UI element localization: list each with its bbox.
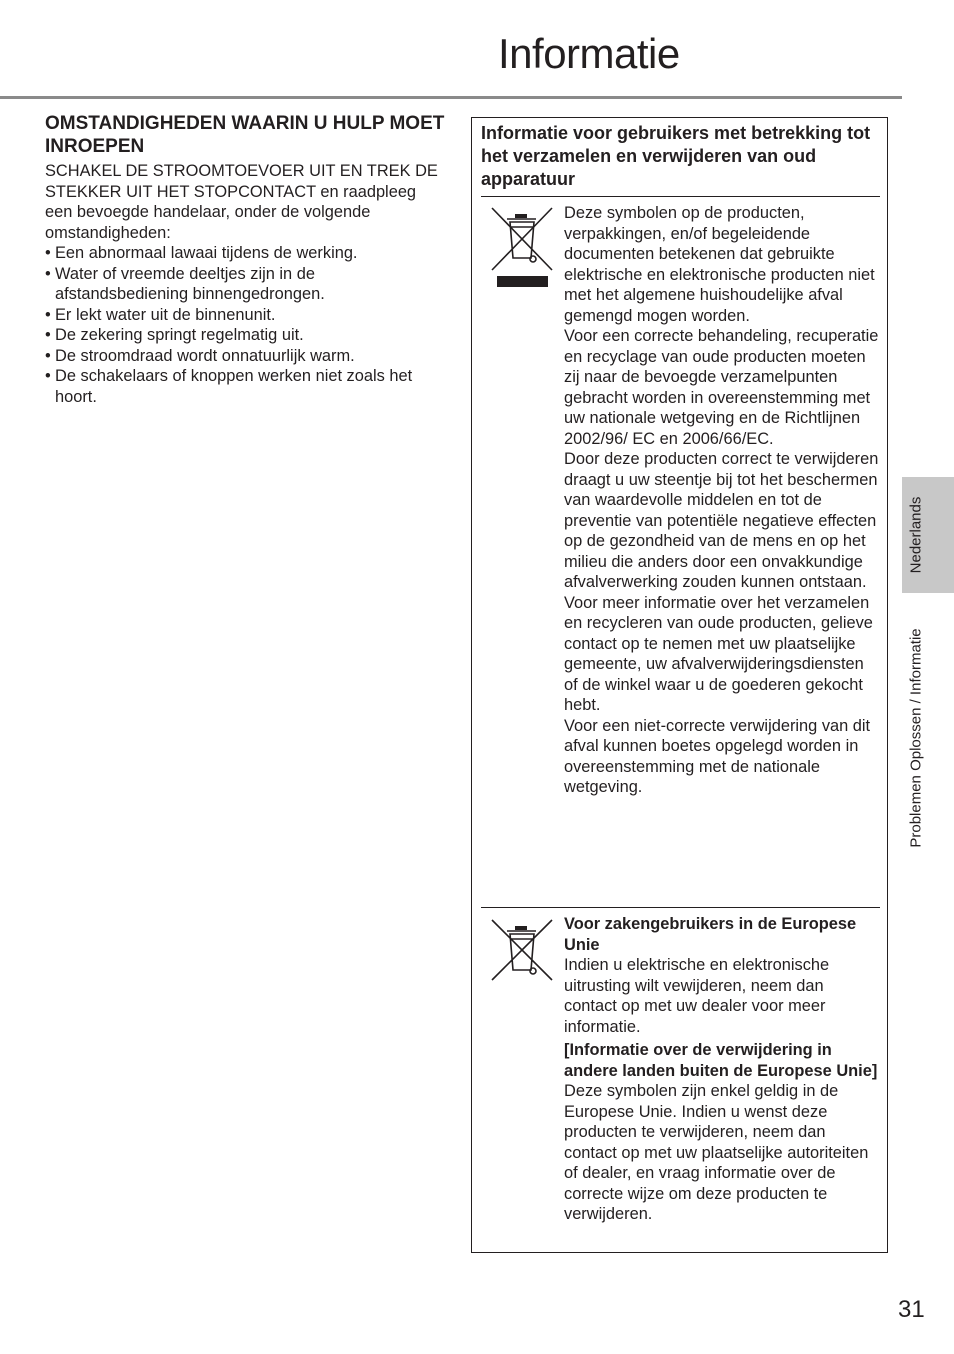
title-divider [0, 96, 902, 99]
crossed-out-wheelie-bin-icon [490, 206, 556, 288]
language-tab-label: Nederlands [907, 496, 925, 574]
business-info-text [564, 914, 879, 1225]
disposal-paragraph: Door deze producten correct te verwijderen draagt u uw steentje bij tot het beschermen van waardevolle middelen en tot de preventie van potentiële negatieve effecten op de gezondheid van de mens en op het milieu die anders door een onvakkundige afvalverwerking zouden kunnen ontstaan. [564, 450, 879, 591]
list-item: • De zekering springt regelmatig uit. [45, 325, 445, 346]
outside-eu-text: Deze symbolen zijn enkel geldig in de Europese Unie. Indien u wenst deze producten te verwijderen, neem dan contact op met uw plaatselijke autoriteiten of dealer, en vraag informatie over de correcte wijze om deze producten te verwijderen. [564, 1082, 869, 1223]
page-number: 31 [898, 1296, 925, 1323]
list-item: • Een abnormaal lawaai tijdens de werking. [45, 243, 445, 264]
disposal-paragraph: Voor meer informatie over het verzamelen en recycleren van oude producten, gelieve contact op te nemen met uw plaatselijke gemeente, uw afvalverwijderingsdiensten of de winkel waar u de goederen gekocht hebt. [564, 593, 873, 714]
business-users-heading: Voor zakengebruikers in de Europese Unie [564, 915, 857, 954]
page-title: Informatie [498, 30, 680, 77]
section-tab-label: Problemen Oplossen / Informatie [907, 628, 925, 848]
list-item: • De schakelaars of knoppen werken niet zoals het hoort. [45, 366, 445, 407]
disposal-paragraph: Voor een correcte behandeling, recuperatie en recyclage van oude producten moeten zij naar de bevoegde verzamelpunten gebracht worden in overeenstemming met uw nationale wetgeving en de Richtlijnen 2002/96/ EC en 2006/66/EC. [564, 327, 879, 448]
disposal-info-heading: Informatie voor gebruikers met betrekking tot het verzamelen en verwijderen van oud apparatuur [481, 123, 871, 189]
disposal-info-text [564, 203, 879, 798]
help-section-intro: SCHAKEL DE STROOMTOEVOER UIT EN TREK DE STEKKER UIT HET STOPCONTACT en raadpleeg een bevoegde handelaar, onder de volgende omstandigheden: [45, 162, 438, 242]
box-divider [481, 196, 880, 197]
business-users-text: Indien u elektrische en elektronische uitrusting wilt vewijderen, neem dan contact op met uw dealer voor meer informatie. [564, 956, 830, 1036]
help-section [45, 112, 445, 407]
help-section-heading: OMSTANDIGHEDEN WAARIN U HULP MOET INROEPEN [45, 113, 445, 157]
disposal-paragraph: Voor een niet-correcte verwijdering van dit afval kunnen boetes opgelegd worden in overeenstemming met de nationale wetgeving. [564, 716, 871, 796]
help-conditions-list [45, 243, 445, 407]
list-item: • Er lekt water uit de binnenunit. [45, 305, 445, 326]
list-item: • Water of vreemde deeltjes zijn in de afstandsbediening binnengedrongen. [45, 264, 445, 305]
list-item: • De stroomdraad wordt onnatuurlijk warm. [45, 346, 445, 367]
outside-eu-heading: [Informatie over de verwijdering in andere landen buiten de Europese Unie] [564, 1041, 878, 1080]
box-divider [481, 907, 880, 908]
disposal-info-box [471, 117, 888, 1253]
disposal-paragraph: Deze symbolen op de producten, verpakkingen, en/of begeleidende documenten betekenen dat gebruikte elektrische en elektronische producten niet met het algemene huishoudelijke afval gemengd mogen worden. [564, 204, 875, 325]
crossed-out-wheelie-bin-icon [490, 918, 556, 984]
